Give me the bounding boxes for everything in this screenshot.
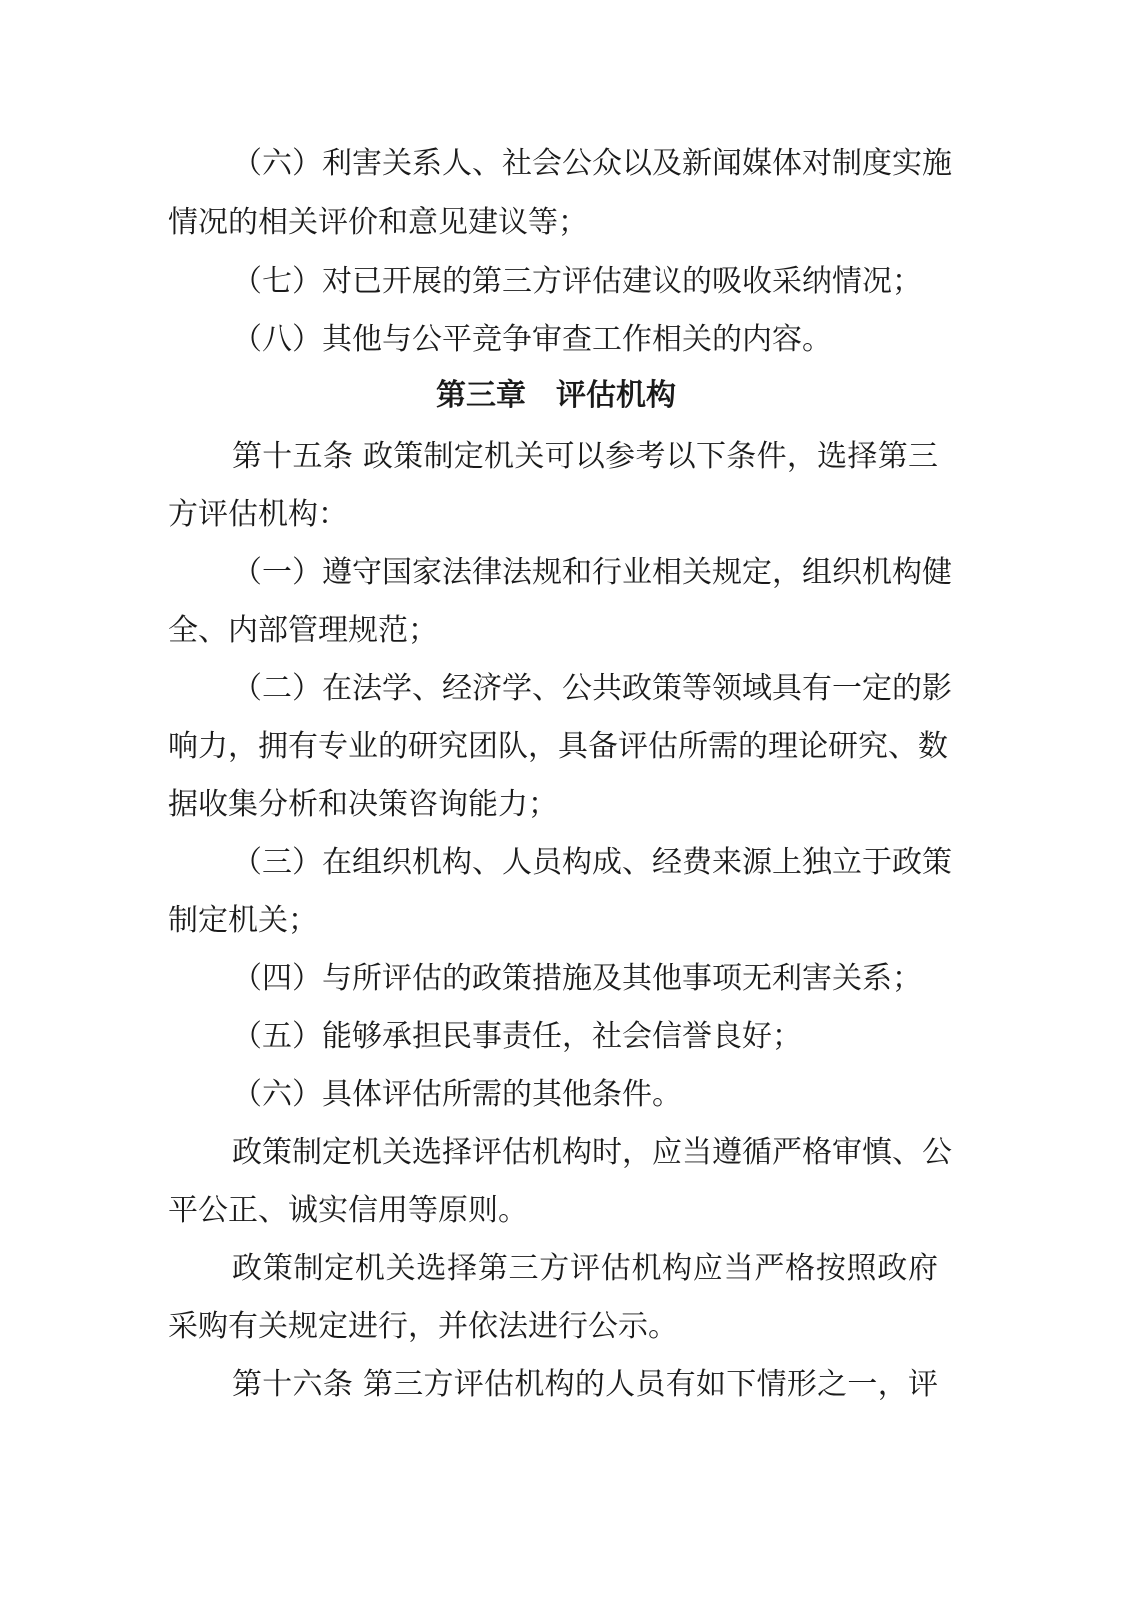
- chapter-heading: 第三章 评估机构: [436, 378, 676, 413]
- paragraph-line: 情况的相关评价和意见建议等；: [168, 205, 588, 240]
- article-line: 第十六条 第三方评估机构的人员有如下情形之一，评: [232, 1367, 938, 1402]
- text-line: [0, 669, 1132, 709]
- text-line: [0, 611, 1132, 651]
- paragraph-line: （一）遵守国家法律法规和行业相关规定，组织机构健: [232, 555, 952, 590]
- paragraph-line: 政策制定机关选择评估机构时，应当遵循严格审慎、公: [232, 1135, 952, 1170]
- article-line: 第十五条 政策制定机关可以参考以下条件，选择第三: [232, 439, 938, 474]
- text-line: [0, 1075, 1132, 1115]
- text-line: [0, 1017, 1132, 1057]
- text-line: [0, 959, 1132, 999]
- paragraph-line: （四）与所评估的政策措施及其他事项无利害关系；: [232, 961, 922, 996]
- text-line: [0, 144, 1132, 184]
- text-line: [0, 727, 1132, 767]
- text-line: [0, 1191, 1132, 1231]
- paragraph-line: 采购有关规定进行，并依法进行公示。: [168, 1309, 678, 1344]
- paragraph-line: 全、内部管理规范；: [168, 613, 438, 648]
- text-line: [0, 1249, 1132, 1289]
- paragraph-line: 制定机关；: [168, 903, 318, 938]
- text-line: [0, 843, 1132, 883]
- paragraph-line: 据收集分析和决策咨询能力；: [168, 787, 558, 822]
- text-line: [0, 553, 1132, 593]
- text-line: [0, 1307, 1132, 1347]
- paragraph-line: 平公正、诚实信用等原则。: [168, 1193, 528, 1228]
- paragraph-line: （五）能够承担民事责任，社会信誉良好；: [232, 1019, 802, 1054]
- paragraph-line: （二）在法学、经济学、公共政策等领域具有一定的影: [232, 671, 952, 706]
- text-line: [0, 785, 1132, 825]
- paragraph-line: 方评估机构：: [168, 497, 348, 532]
- text-line: [0, 203, 1132, 243]
- chapter-heading-line: [0, 376, 1132, 416]
- paragraph-line: 响力，拥有专业的研究团队，具备评估所需的理论研究、数: [168, 729, 948, 764]
- text-line: [0, 320, 1132, 360]
- text-line: [0, 262, 1132, 302]
- paragraph-line: （七）对已开展的第三方评估建议的吸收采纳情况；: [232, 264, 922, 299]
- paragraph-line: （六）利害关系人、社会公众以及新闻媒体对制度实施: [232, 146, 952, 181]
- paragraph-line: 政策制定机关选择第三方评估机构应当严格按照政府: [232, 1251, 938, 1286]
- text-line: [0, 1133, 1132, 1173]
- text-line: [0, 1365, 1132, 1405]
- paragraph-line: （六）具体评估所需的其他条件。: [232, 1077, 682, 1112]
- paragraph-line: （三）在组织机构、人员构成、经费来源上独立于政策: [232, 845, 952, 880]
- text-line: [0, 901, 1132, 941]
- paragraph-line: （八）其他与公平竞争审查工作相关的内容。: [232, 322, 832, 357]
- text-line: [0, 437, 1132, 477]
- text-line: [0, 495, 1132, 535]
